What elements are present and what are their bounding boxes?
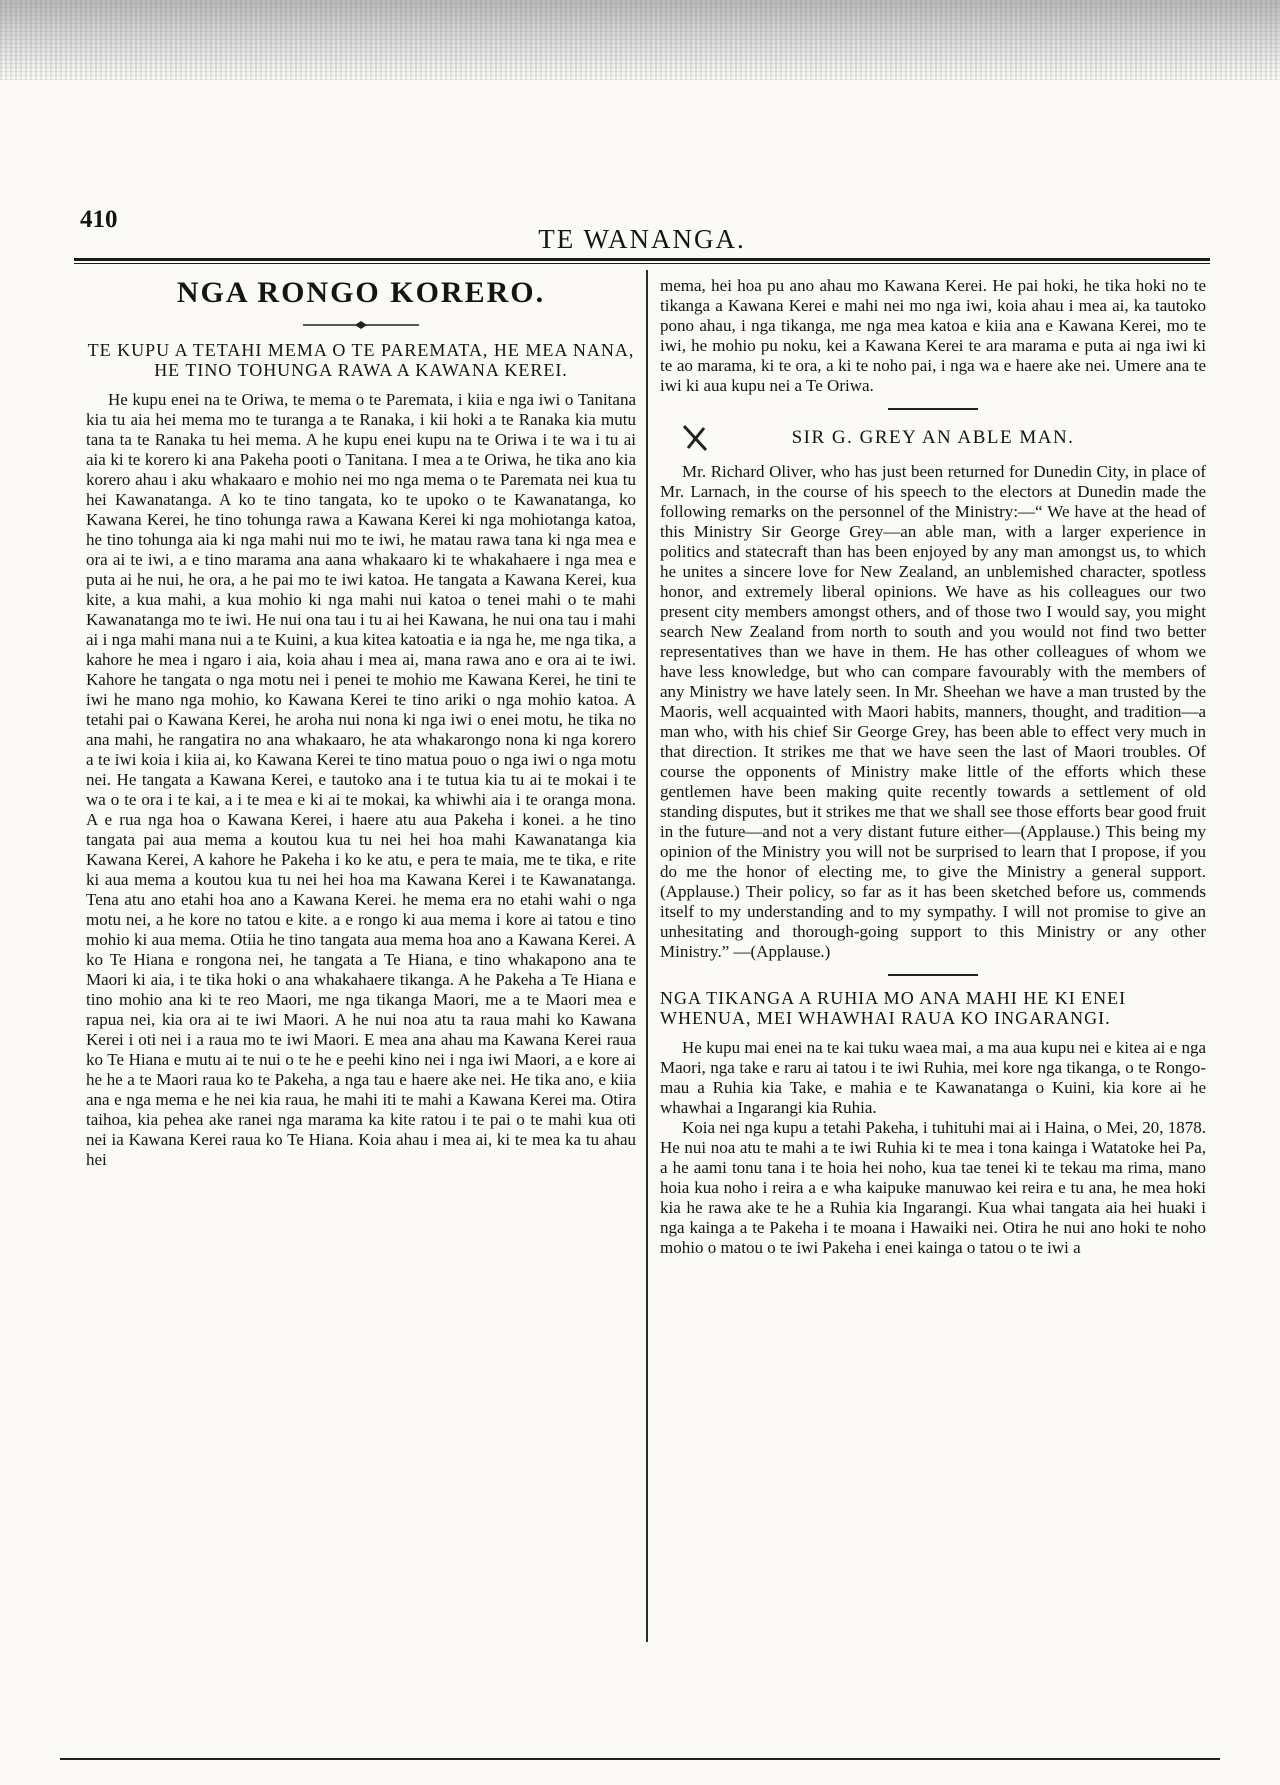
article-separator [888, 408, 978, 410]
left-column [86, 276, 636, 1648]
footer-rule [60, 1758, 1220, 1760]
header-rule-thick [74, 258, 1210, 261]
article-body-ruhia-1: He kupu mai enei na te kai tuku waea mai, a ma aua kupu nei e kitea ai e nga Maori, nga take e raru ai tatou i te iwi Ruhia, mei kore nga tikanga, o te Rongo-mau a Ruhia kia Take, e mahia e te Kawanatanga o Kuini, kia kore ai he whawhai a Ingarangi kia Ruhia. [660, 1038, 1206, 1117]
article-heading-kupu: TE KUPU A TETAHI MEMA O TE PAREMATA, HE MEA NANA, HE TINO TOHUNGA RAWA A KAWANA KEREI. [87, 340, 635, 380]
section-title: NGA RONGO KORERO. [176, 276, 546, 309]
article-separator-2 [888, 974, 978, 976]
article-heading-ruhia: NGA TIKANGA A RUHIA MO ANA MAHI HE KI ENEI WHENUA, MEI WHAWHAI RAUA KO INGARANGI. [660, 988, 1127, 1028]
article-body-kupu-continued: mema, hei hoa pu ano ahau mo Kawana Kerei. He pai hoki, he tika hoki no te tikanga a Kawana Kerei e mahi nei mo nga iwi, koia ahau i mea ai, ka tautoko pono ahau, i nga tikanga, me nga mea katoa e kiia ana e Kawana Kerei, mo te iwi, he mohio pu noku, kei a Kawana Kerei te ara marama e puta ai nga iwi ki te ao marama, ki te ora, a ki te noho pai, i nga wa e haere ake nei. Umere ana te iwi ki aua kupu nei a Te Oriwa. [660, 276, 1206, 395]
column-divider [646, 270, 648, 1642]
article-body-kupu: He kupu enei na te Oriwa, te mema o te Paremata, i kiia e nga iwi o Tanitana kia tu aia hei mema mo te turanga a te Ranaka, i kii hoki a te Ranaka kia mutu tana ta te Ranaka tu hei mema. A he kupu enei kupu na te Oriwa i te wa i tu ai aia ki te korero ki ana Pakeha pooti o Tanitana. I mea a te Oriwa, he tika ano kia korero ahau i aku whakaaro e mohio nei mo nga mema o te Paremata nei kua tu hei Kawanatanga. A ko te tino tangata, ko te upoko o te Kawanatanga, ko Kawana Kerei, he tino tohunga rawa a Kawana Kerei ki nga mohiotanga katoa, he tino tohunga aia ki nga mahi nui mo te iwi, he matau rawa tana ki nga mea e ora ai te iwi, a e tino marama ana aana whakaaro ki te whakahaere i nga mea e puta ai he nui, he ora, a he pai mo te iwi katoa. He tangata a Kawana Kerei, kua kite, a kua mahi, a kua mohio ki nga mahi nui katoa o tenei mahi o te mahi Kawanatanga mo te iwi. He nui ona tau i tu ai hei Kawana, he nui ona tau i mahi ai i nga mahi mana nui a te Kuini, a kua kitea katoatia e ia nga he, me nga tika, a kahore he mea i ngaro i aia, koia ahau i mea ai, mana rawa ano e ora ai te iwi. Kahore he tangata o nga motu nei i penei te mohio me Kawana Kerei, he tini te iwi he mano nga mohio, ko Kawana Kerei te tino ariki o nga mohio katoa. A tetahi pai o Kawana Kerei, he aroha nui nona ki nga iwi o enei motu, he tika no ana mahi, he rangatira no ana whakaaro, he ata whakarongo nona ki nga korero a te iwi koia i kiia ai, ko Kawana Kerei te tino matua pouo o nga iwi o nga motu nei. He tangata a Kawana Kerei, e tautoko ana i te tutua kia tu ai te mokai i te wa o te ora i te kai, a i te mea e ki ai te mokai, ka whiwhi aia i te oranga mona. A e rua nga hoa o Kawana Kerei, i haere atu aua Pakeha i konei. a he tino tangata pai aua mema a koutou kua tu nei hei hoa mahi Kawanatanga kia Kawana Kerei, A kahore he Pakeha i ko ke atu, e pera te maia, me te tika, e rite ki aua mema a koutou kua tu nei hei hoa ma Kawana Kerei i te Kawanatanga. Tena atu ano etahi hoa ano a Kawana Kerei. he mema era no etahi wahi o nga motu nei, a he kore no tatou e kite. a e rongo ki aua mema i kore ai tatou e tino mohio ki aua mema. Otiia he tino tangata aua mema hoa ano a Kawana Kerei. A ko Te Hiana e rongona nei, he tangata a Te Hiana, e tino whakapono ana te Maori ki aia, i te tika hoki o ana whakahaere tikanga. A he Pakeha a Te Hiana e tino mohio ana ki te reo Maori, me nga tikanga Maori, me a te Maori mea e rapua nei, kia ora ai te iwi Maori. A he nui noa atu ta raua mahi ko Kawana Kerei i oti nei i a raua mo te iwi Maori. E mea ana ahau ma Kawana Kerei raua ko Te Hiana e mutu ai te nui o te he e peehi kino nei i nga iwi Maori, a e kore ai he he a te Maori raua ko te Pakeha, a nga tau e haere ake nei. He tika ano, e kiia ana e nga mema e he nei kia raua, he mahi iti te mahi a Kawana Kerei ma. Otira taihoa, kia pehea ake ranei nga marama ka kite ratou i te pai o te mahi kua oti nei ia Kawana Kerei raua ko Te Hiana. Koia ahau i mea ai, ki te mea ka tu ahau hei [86, 390, 636, 1169]
article-heading-grey [660, 422, 1206, 454]
scan-noise-edge [0, 0, 1280, 80]
page-header [74, 206, 1210, 252]
header-rule-thin [74, 263, 1210, 264]
article-heading-grey-text: SIR G. GREY AN ABLE MAN. [791, 427, 1075, 448]
page-number: 410 [80, 206, 118, 233]
article-body-grey: Mr. Richard Oliver, who has just been returned for Dunedin City, in place of Mr. Larnach, in the course of his speech to the electors at Dunedin made the following remarks on the personnel of the Ministry:—“ We have at the head of this Ministry Sir George Grey—an able man, with a larger experience in politics and statecraft than has been enjoyed by any man amongst us, to which he unites a sincere love for New Zealand, an unblemished character, spotless honor, and extremely liberal opinions. We have as his colleagues our two present city members amongst others, and of those two I would say, you might search New Zealand from north to south and you would not find two better representatives than we have in them. He has other colleagues of whom we have less knowledge, but who can compare favourably with the members of any Ministry we have lately seen. In Mr. Sheehan we have a man trusted by the Maoris, well acquainted with Maori habits, manners, thought, and tradition—a man who, with his chief Sir George Grey, has been able to effect very much in that direction. It strikes me that we have seen the last of Maori troubles. Of course the opponents of Ministry make little of the efforts which these gentlemen have been making quite recently towards a settlement of old standing disputes, but it strikes me that we shall see those efforts bear good fruit in the future—and not a very distant future either—(Applause.) This being my opinion of the Ministry you will not be surprised to learn that I propose, if you do me the honor of electing me, to give the Ministry a general support. (Applause.) Their policy, so far as it has been sketched before us, commends itself to my understanding and to my sympathy. I will not promise to give an unhesitating and thorough-going support to this Ministry or any other Ministry.” —(Applause.) [660, 462, 1206, 961]
newspaper-title: TE WANANGA. [538, 224, 746, 254]
right-column [660, 276, 1206, 1648]
ornament-rule-icon [301, 320, 421, 330]
margin-mark-icon [680, 422, 710, 454]
article-body-ruhia-2: Koia nei nga kupu a tetahi Pakeha, i tuhituhi mai ai i Haina, o Mei, 20, 1878. He nui noa atu te mahi a te iwi Ruhia ki te mea i tona kainga i Watatoke hei Pa, a he aami tonu tana i te hoia hei noho, kua tae tenei ki te tekau ma rima, mano hoia kua noho i reira a e wha kaipuke manuwao kei reira e tu ana, he mea hoki kia he rawa ake te he a Ruhia kia Ingarangi. Kua whai tangata aia hei huaki i nga kainga a te Pakeha i te moana i Hawaiki nei. Otira he nui ano hoki te noho mohio o matou o te iwi Pakeha i enei kainga o tatou o te iwi a [660, 1118, 1206, 1257]
